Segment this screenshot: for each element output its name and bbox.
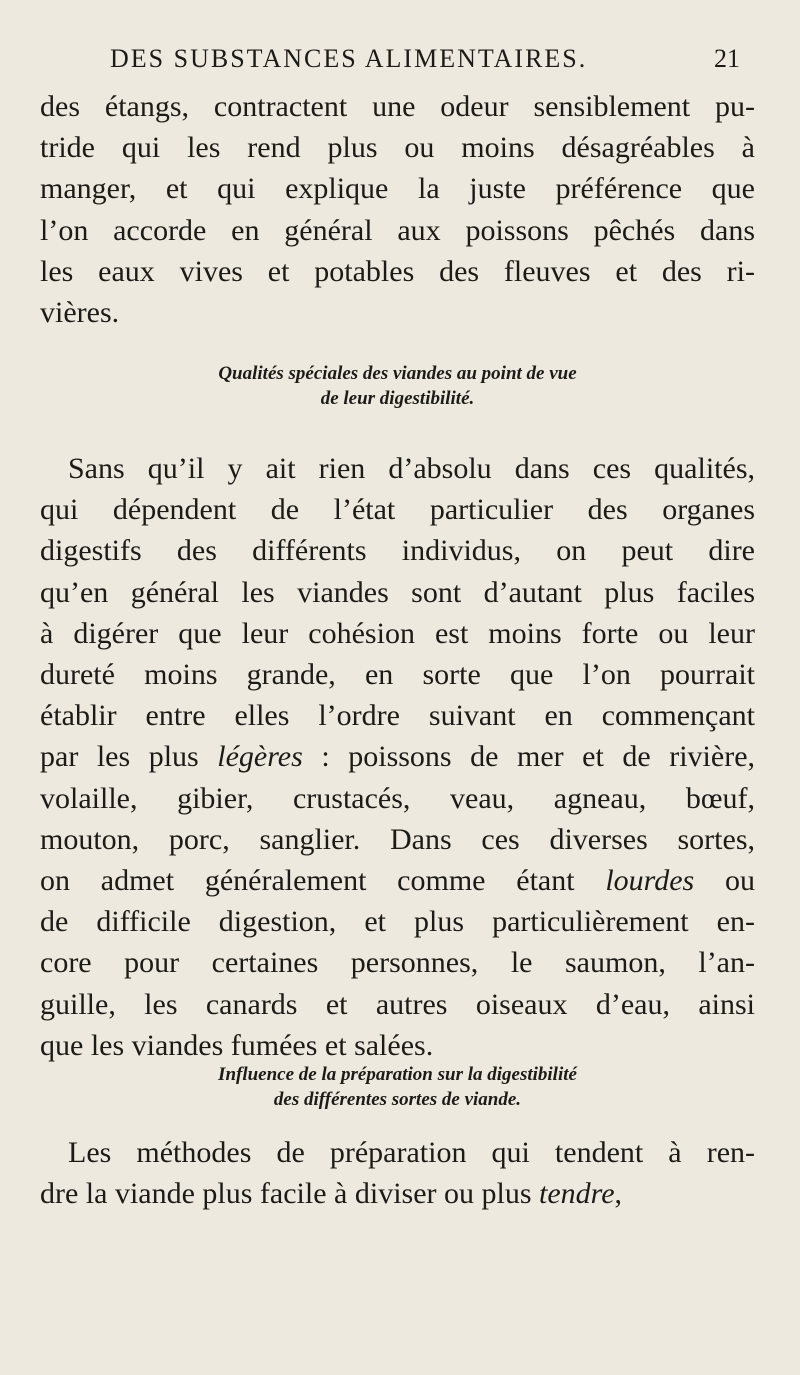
paragraph-line: volaille, gibier, crustacés, veau, agneau, bœuf, xyxy=(40,781,755,815)
heading-line: Influence de la préparation sur la digestibilité xyxy=(218,1064,577,1085)
text-run: ou xyxy=(694,864,756,898)
emphasis-legeres: légères xyxy=(217,740,303,774)
paragraph-line xyxy=(40,860,755,901)
text-run: : poissons de mer et de rivière, xyxy=(302,740,756,774)
running-title: DES SUBSTANCES ALIMENTAIRES. xyxy=(110,44,588,73)
paragraph-line: que les viandes fumées et salées. xyxy=(40,1028,434,1062)
text-run: on admet généralement comme étant xyxy=(40,864,606,898)
paragraph-line: qui dépendent de l’état particulier des organes xyxy=(40,493,755,527)
paragraph-line: digestifs des différents individus, on peut dire xyxy=(40,534,755,568)
heading-line: Qualités spéciales des viandes au point de vue xyxy=(218,363,577,384)
paragraph-line: des étangs, contractent une odeur sensiblement pu- xyxy=(40,90,755,123)
emphasis-lourdes: lourdes xyxy=(605,864,695,898)
paragraph-line: de difficile digestion, et plus particulièrement en- xyxy=(40,905,755,939)
paragraph-line: Les méthodes de préparation qui tendent à ren- xyxy=(68,1136,755,1169)
page-number: 21 xyxy=(714,44,740,73)
paragraph-line: vières. xyxy=(40,296,120,330)
paragraph-line xyxy=(40,736,755,777)
paragraph-2 xyxy=(40,448,755,1066)
paragraph-line: qu’en général les viandes sont d’autant plus faciles xyxy=(40,575,755,609)
paragraph-line: les eaux vives et potables des fleuves et des ri- xyxy=(40,254,755,288)
heading-line: des différentes sortes de viande. xyxy=(273,1089,522,1110)
paragraph-line: l’on accorde en général aux poissons pêchés dans xyxy=(40,213,755,247)
paragraph-line: mouton, porc, sanglier. Dans ces diverses sortes, xyxy=(40,822,755,856)
emphasis-tendre: tendre xyxy=(539,1177,615,1211)
text-run: par les plus xyxy=(40,740,218,774)
paragraph-line: dureté moins grande, en sorte que l’on pourrait xyxy=(40,658,755,692)
paragraph-line: manger, et qui explique la juste préférence que xyxy=(40,172,755,206)
running-head xyxy=(0,44,800,78)
paragraph-line: à digérer que leur cohésion est moins forte ou leur xyxy=(40,616,755,650)
paragraph-line: core pour certaines personnes, le saumon, l’an- xyxy=(40,946,755,980)
heading-line: de leur digestibilité. xyxy=(320,388,475,409)
paragraph-3 xyxy=(40,1132,755,1214)
text-run: , xyxy=(614,1177,623,1211)
section-heading-influence xyxy=(40,1062,755,1112)
paragraph-line: établir entre elles l’ordre suivant en commençant xyxy=(40,699,755,733)
paragraph-line: Sans qu’il y ait rien d’absolu dans ces qualités, xyxy=(68,452,755,485)
paragraph-line: guille, les canards et autres oiseaux d’eau, ainsi xyxy=(40,987,755,1021)
paragraph-line: tride qui les rend plus ou moins désagréables à xyxy=(40,131,755,165)
text-run: dre la viande plus facile à diviser ou plus xyxy=(40,1177,540,1211)
paragraph-1 xyxy=(40,86,755,333)
section-heading-qualites xyxy=(40,361,755,411)
paragraph-line xyxy=(40,1173,755,1214)
